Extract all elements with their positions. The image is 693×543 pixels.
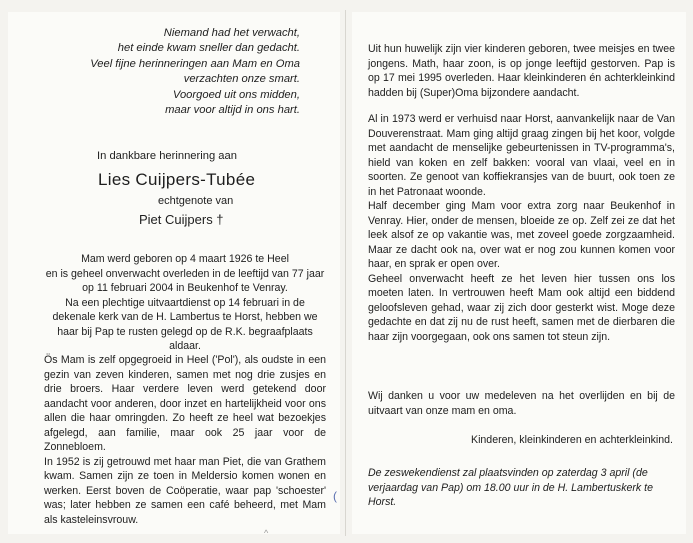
poem-line: Niemand had het verwacht, xyxy=(163,27,300,39)
memorial-service-note: De zeswekendienst zal plaatsvinden op zaterdag 3 april (de verjaardag van Pap) om 18.00 uur in de H. Lambertuskerk te Horst. xyxy=(368,467,654,508)
announcement-line: Mam werd geboren op 4 maart 1926 te Heel xyxy=(81,253,289,265)
poem-line: het einde kwam sneller dan gedacht. xyxy=(117,42,300,55)
story-paragraph: Half december ging Mam voor extra zorg naar Beukenhof in Venray. Hier, onder de mensen, bloeide ze op. Zelf zei ze dat het leek alsof ze op vakantie was, met zoveel goede zorgzaamheid. Maar ze dacht ook na, over wat er nog zou kunnen komen voor haar, en sprak er open over. xyxy=(368,200,675,270)
biography-paragraph: Ös Mam is zelf opgegroeid in Heel ('Pol'), als oudste in een gezin van zeven kinderen, samen met nog drie zusjes en drie broers. Haar verdere leven werd getekend door aandacht voor anderen, door inzet en hartelijkheid voor ons allen die haar omringden. Zo heeft ze heel wat bezoekjes afgelegd, aan familie, maar ook 25 jaar voor de Zonnebloem. xyxy=(44,354,326,453)
crop-mark-icon: ^ xyxy=(264,528,269,538)
announcement-line: op 11 februari 2004 in Beukenhof te Venray. xyxy=(82,282,288,294)
poem-line: verzachten onze smart. xyxy=(183,73,300,86)
poem-line: Veel fijne herinneringen aan Mam en Oma xyxy=(90,57,300,70)
story-paragraph: Al in 1973 werd er verhuisd naar Horst, aanvankelijk naar de Van Douverenstraat. Mam ging altijd graag zingen bij het koor, volgde met aandacht de menselijke gebeurtenissen in TV-programma's, hield van koken en zelf bakken: vooral van vlaai, veel en in soorten. Ze genoot van koffiekransjes van de buurt, ook toen ze in het Patronaat woonde. xyxy=(368,113,675,198)
poem-line: Voorgoed uit ons midden, xyxy=(172,88,300,101)
deceased-name: Lies Cuijpers-Tubée xyxy=(98,170,256,189)
spouse-of-label: echtgenote van xyxy=(158,195,234,207)
story-paragraph: Geheel onverwacht heeft ze het leven hier tussen ons los moeten laten. In vertrouwen heeft Mam ook altijd een biddend geloofsleven gehad, waar zij zich door gesterkt wist. Moge deze gedachte en dat zij nu de rust heeft, samen met de dierbaren die haar zijn voorgegaan, ook ons samen tot steun zijn. xyxy=(368,272,675,343)
story-paragraph: Uit hun huwelijk zijn vier kinderen geboren, twee meisjes en twee jongens. Math, haar zoon, is op jonge leeftijd gestorven. Pap is op 17 mei 1995 overleden. Haar kleinkinderen én achterkleinkind hadden bij (Super)Oma bijzondere aandacht. xyxy=(368,43,675,99)
poem-line: maar voor altijd in ons hart. xyxy=(165,104,300,117)
announcement-line: dekenale kerk van de H. Lambertus te Horst, hebben we xyxy=(52,311,318,323)
thanks-message: Wij danken u voor uw medeleven na het overlijden en bij de uitvaart van onze mam en oma. xyxy=(368,390,675,417)
family-signoff: Kinderen, kleinkinderen en achterkleinkind. xyxy=(471,434,673,446)
death-announcement xyxy=(44,252,326,354)
spouse-name: Piet Cuijpers † xyxy=(139,212,224,227)
memorial-poem xyxy=(40,26,300,118)
life-story xyxy=(368,42,675,344)
announcement-line: Na een plechtige uitvaartdienst op 14 februari in de xyxy=(65,296,305,309)
announcement-line: en is geheel onverwacht overleden in de leeftijd van 77 jaar xyxy=(45,267,325,280)
intro-line: In dankbare herinnering aan xyxy=(97,150,237,162)
biography-paragraph: In 1952 is zij getrouwd met haar man Piet, die van Grathem kwam. Samen zijn ze toen in Meldersio komen wonen en werken. Eerst boven de Coöperatie, waar pap 'schoester' was; later hebben ze samen een café beheerd, met Mam als kasteleinsvrouw. xyxy=(44,455,326,526)
biography xyxy=(44,353,326,527)
pen-mark-icon: ( xyxy=(333,489,337,503)
card-fold xyxy=(345,10,346,536)
announcement-line: haar bij Pap te rusten gelegd op de R.K. begraafplaats aldaar. xyxy=(57,325,313,352)
